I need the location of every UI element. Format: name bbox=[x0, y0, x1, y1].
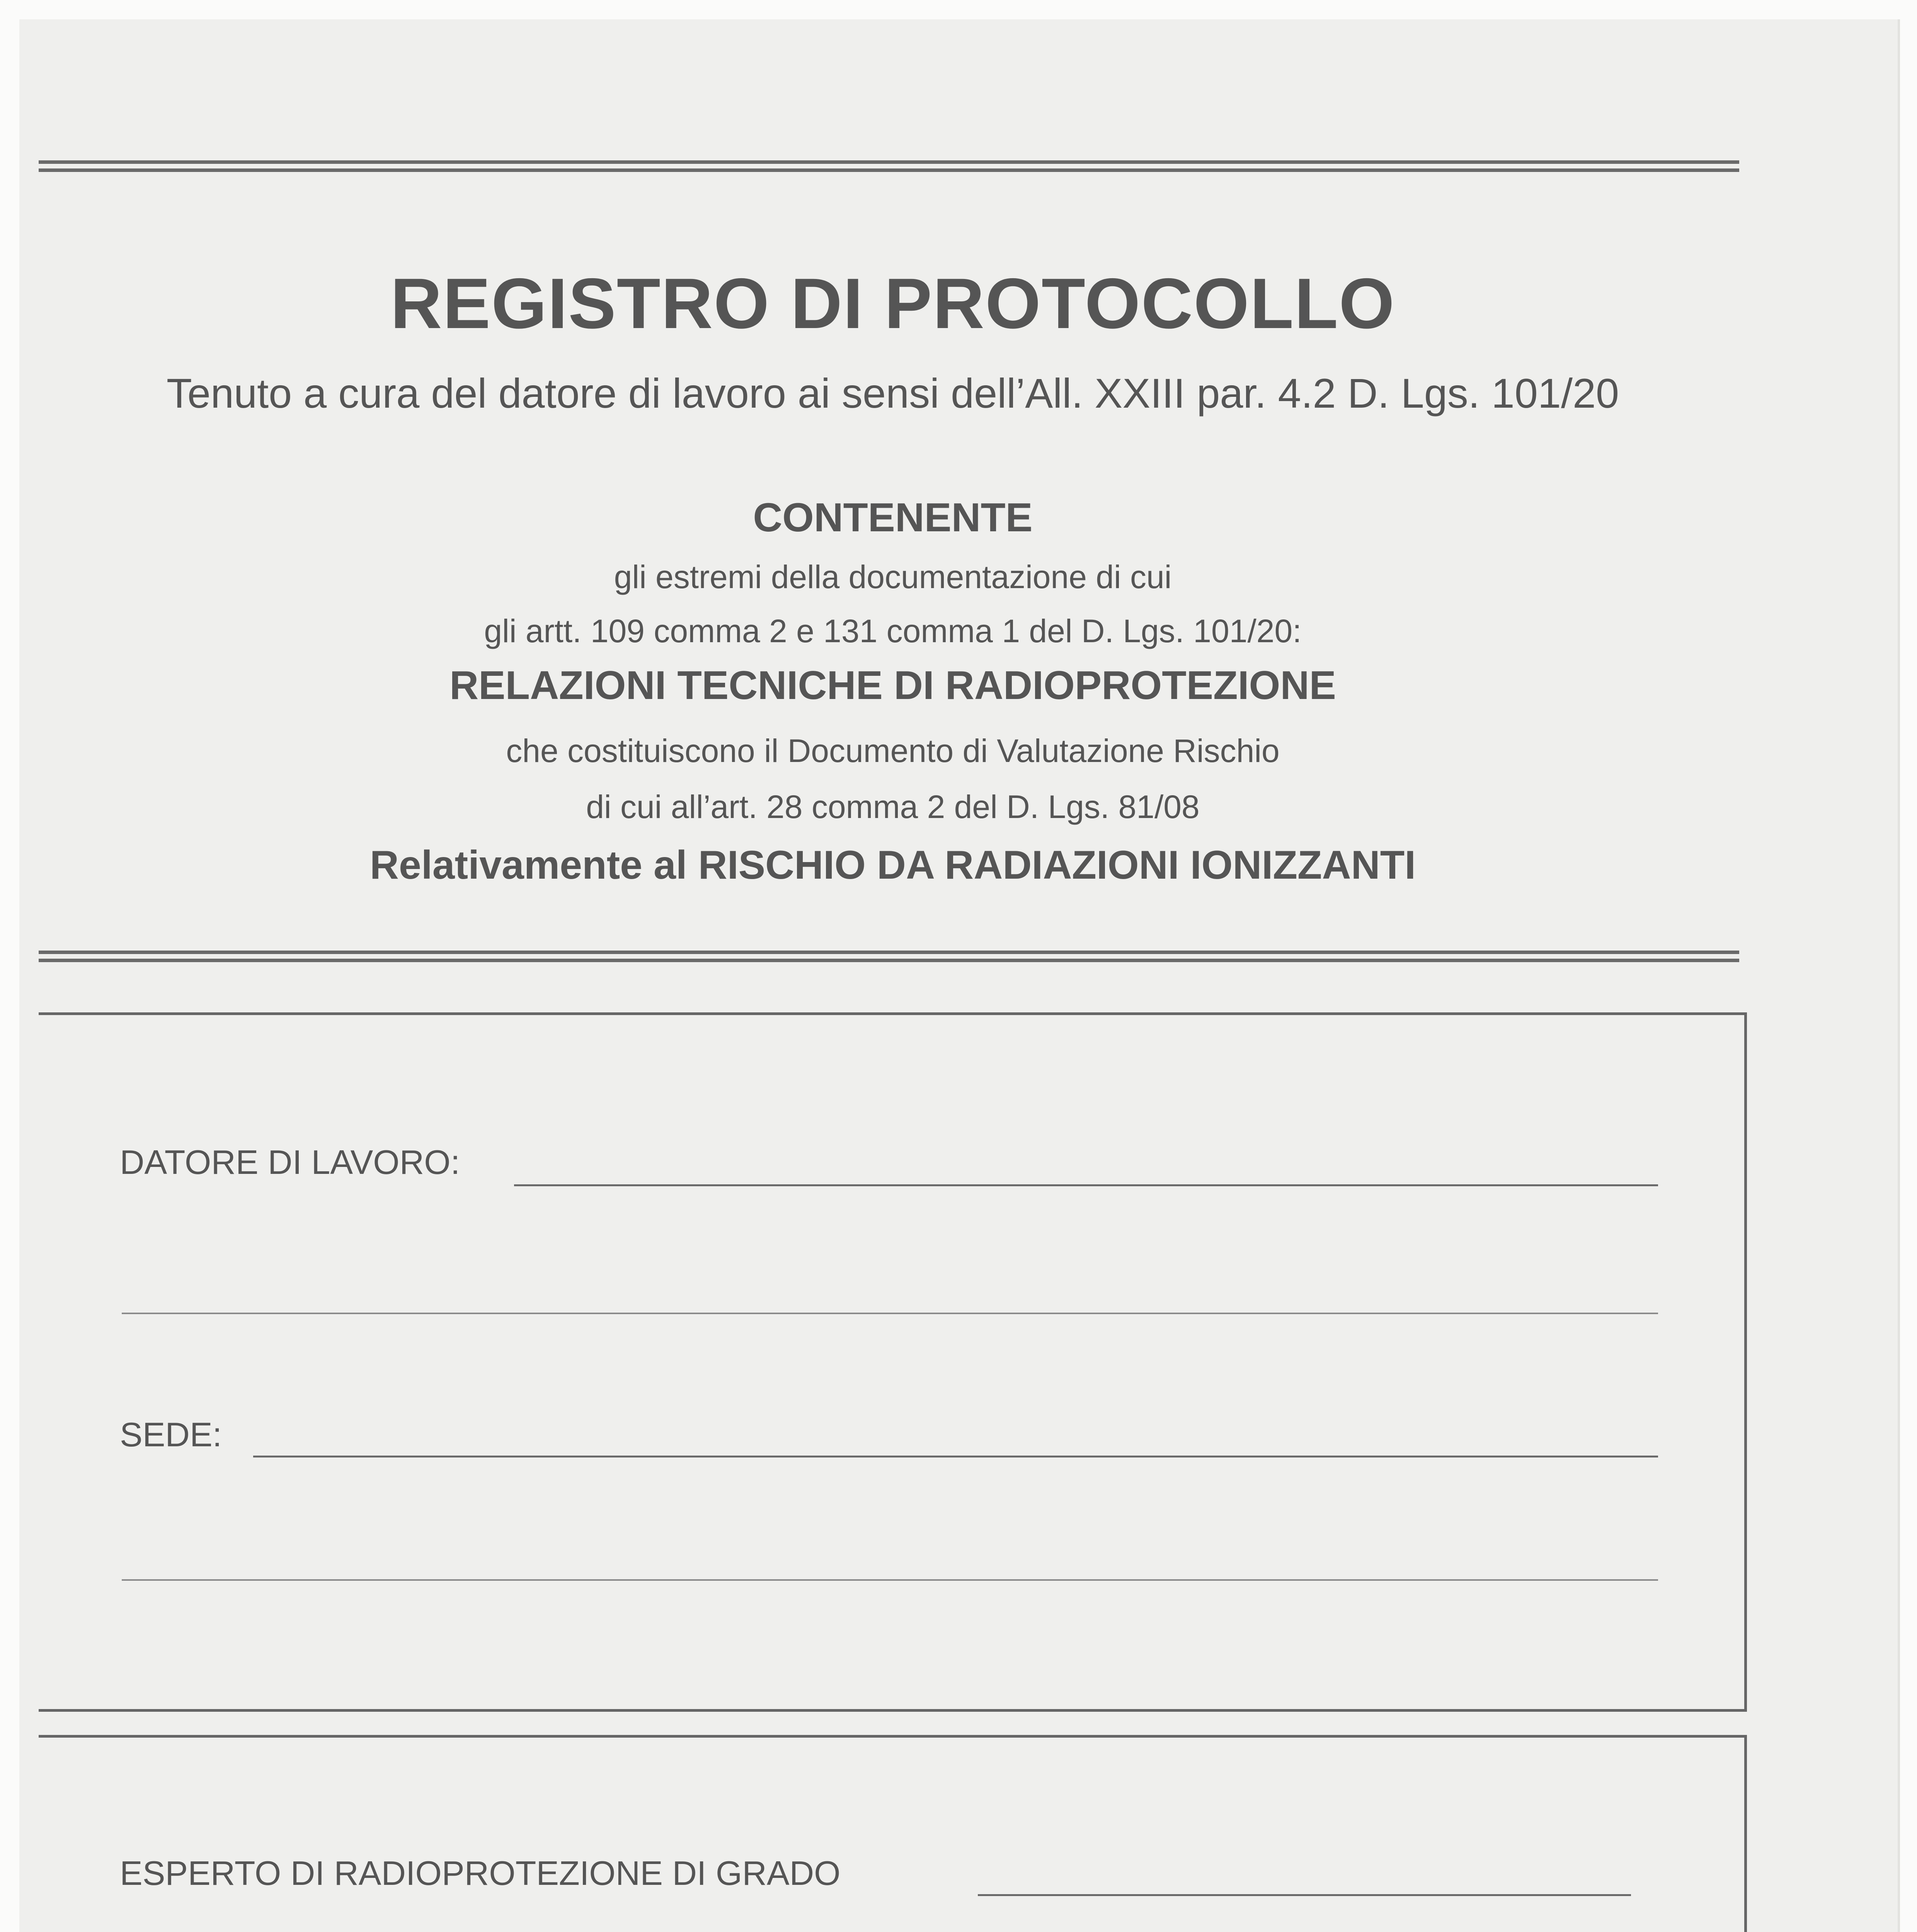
contents-highlight: RELAZIONI TECNICHE DI RADIOPROTEZIONE bbox=[449, 663, 1336, 708]
site-label: SEDE: bbox=[120, 1415, 222, 1454]
contents-heading: CONTENENTE bbox=[753, 495, 1033, 540]
employer-field-line-2[interactable] bbox=[122, 1313, 1658, 1314]
contents-line-4: di cui all’art. 28 comma 2 del D. Lgs. 81/08 bbox=[586, 789, 1200, 825]
page-title: REGISTRO DI PROTOCOLLO bbox=[390, 264, 1395, 344]
expert-box bbox=[39, 1735, 1747, 1932]
top-double-rule bbox=[39, 160, 1739, 172]
contents-line-2: gli artt. 109 comma 2 e 131 comma 1 del D. Lgs. 101/20: bbox=[484, 613, 1302, 649]
expert-grade-field[interactable] bbox=[978, 1894, 1631, 1896]
contents-line-1: gli estremi della documentazione di cui bbox=[614, 559, 1172, 595]
employer-field[interactable] bbox=[514, 1184, 1658, 1186]
risk-statement: Relativamente al RISCHIO DA RADIAZIONI IONIZZANTI bbox=[369, 843, 1416, 888]
contents-line-3: che costituiscono il Documento di Valutazione Rischio bbox=[506, 733, 1280, 769]
employer-box bbox=[39, 1012, 1747, 1712]
site-field-line-2[interactable] bbox=[122, 1579, 1658, 1581]
middle-double-rule bbox=[39, 951, 1739, 962]
expert-grade-label: ESPERTO DI RADIOPROTEZIONE DI GRADO bbox=[120, 1854, 841, 1892]
employer-label: DATORE DI LAVORO: bbox=[120, 1143, 460, 1181]
page-subtitle: Tenuto a cura del datore di lavoro ai sensi dell’All. XXIII par. 4.2 D. Lgs. 101/20 bbox=[166, 370, 1619, 417]
site-field[interactable] bbox=[253, 1456, 1658, 1458]
form-sheet bbox=[19, 19, 1900, 1932]
